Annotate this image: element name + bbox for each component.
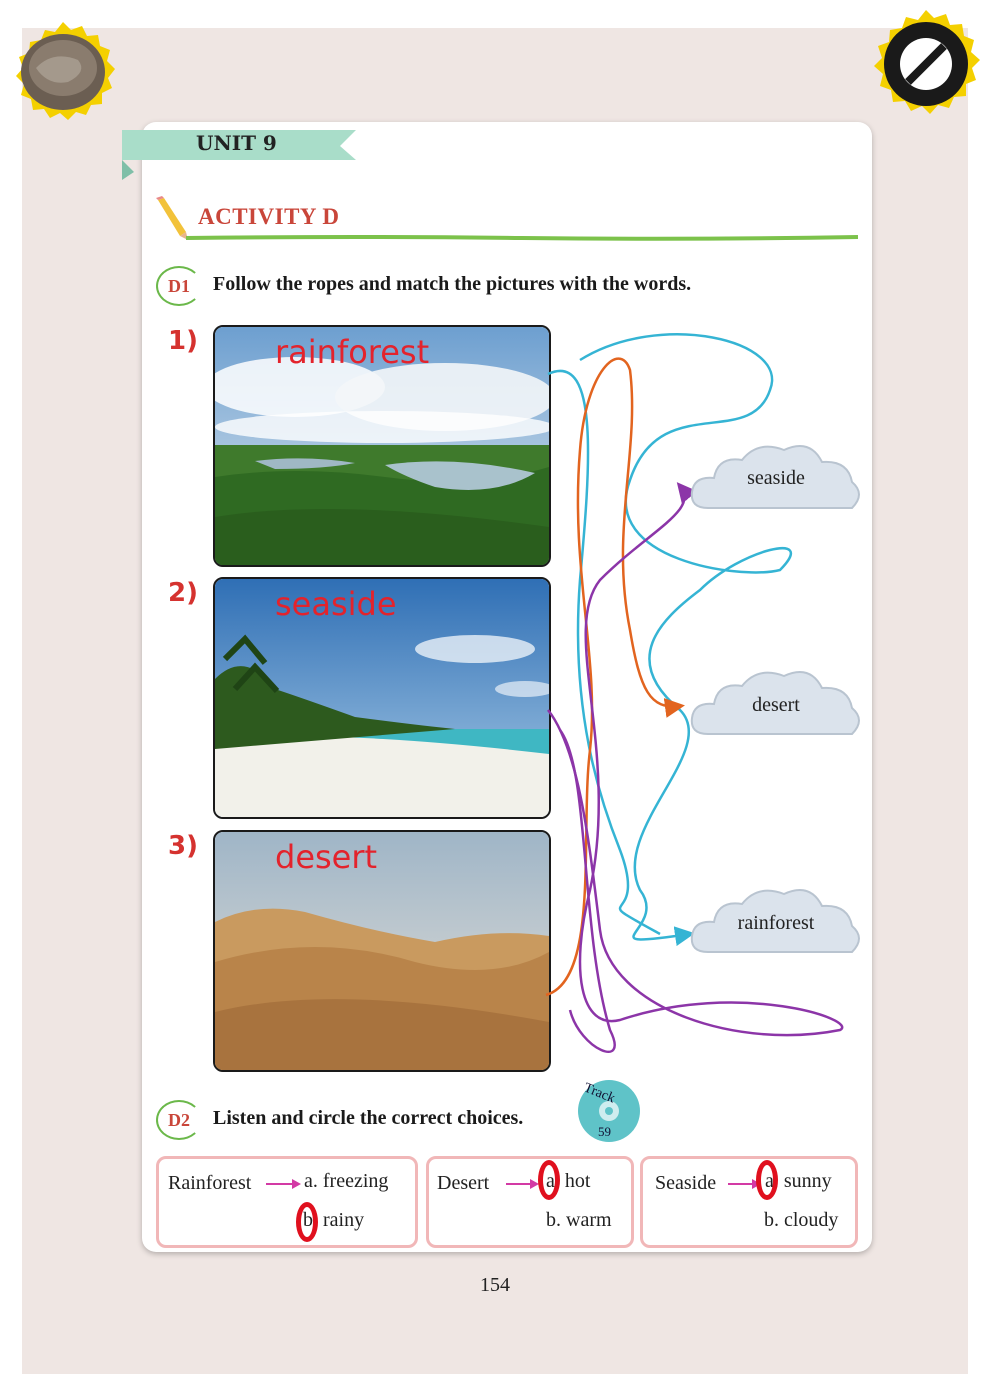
choice-option-b[interactable]: b. cloudy: [764, 1209, 839, 1231]
arrow-icon: [266, 1176, 302, 1192]
choice-word: Rainforest: [168, 1172, 252, 1194]
picture-label-2: seaside: [275, 585, 397, 623]
answer-circle: [296, 1202, 318, 1242]
d1-badge: D1: [156, 266, 202, 306]
answer-circle: [538, 1160, 560, 1200]
choice-box-desert: [426, 1156, 634, 1248]
choice-option-a[interactable]: a. freezing: [304, 1170, 389, 1192]
picture-number-3: 3): [168, 831, 198, 861]
d1-instruction: Follow the ropes and match the pictures with the words.: [213, 273, 692, 295]
choice-option-b[interactable]: b. warm: [546, 1209, 612, 1231]
answer-circle: [756, 1160, 778, 1200]
unit-label: UNIT 9: [196, 131, 277, 155]
abbyy-seal-right-icon: [870, 8, 982, 120]
choice-word: Seaside: [655, 1172, 717, 1194]
rainforest-photo: [213, 325, 551, 567]
word-seaside: seaside: [747, 467, 805, 489]
word-rainforest: rainforest: [737, 912, 815, 934]
track-label: Track: [581, 1080, 617, 1107]
picture-number-2: 2): [168, 578, 198, 608]
d2-instruction: Listen and circle the correct choices.: [213, 1107, 524, 1129]
picture-label-1: rainforest: [275, 333, 430, 371]
arrow-icon: [506, 1176, 540, 1192]
picture-number-1: 1): [168, 326, 198, 356]
track-number: 59: [598, 1124, 611, 1139]
desert-image: [215, 832, 549, 1070]
desert-photo: [213, 830, 551, 1072]
word-desert: desert: [752, 694, 800, 716]
activity-title: ACTIVITY D: [198, 204, 340, 229]
choice-option-a[interactable]: a. sunny: [765, 1170, 832, 1192]
activity-underline: [186, 234, 858, 242]
page-number: 154: [480, 1274, 510, 1296]
picture-label-3: desert: [275, 838, 378, 876]
abbyy-seal-left-icon: [8, 20, 118, 124]
choice-option-a[interactable]: a. hot: [546, 1170, 591, 1192]
choice-word: Desert: [437, 1172, 490, 1194]
seaside-photo: [213, 577, 551, 819]
d2-badge: D2: [156, 1100, 202, 1140]
choice-option-b[interactable]: b. rainy: [303, 1209, 365, 1231]
